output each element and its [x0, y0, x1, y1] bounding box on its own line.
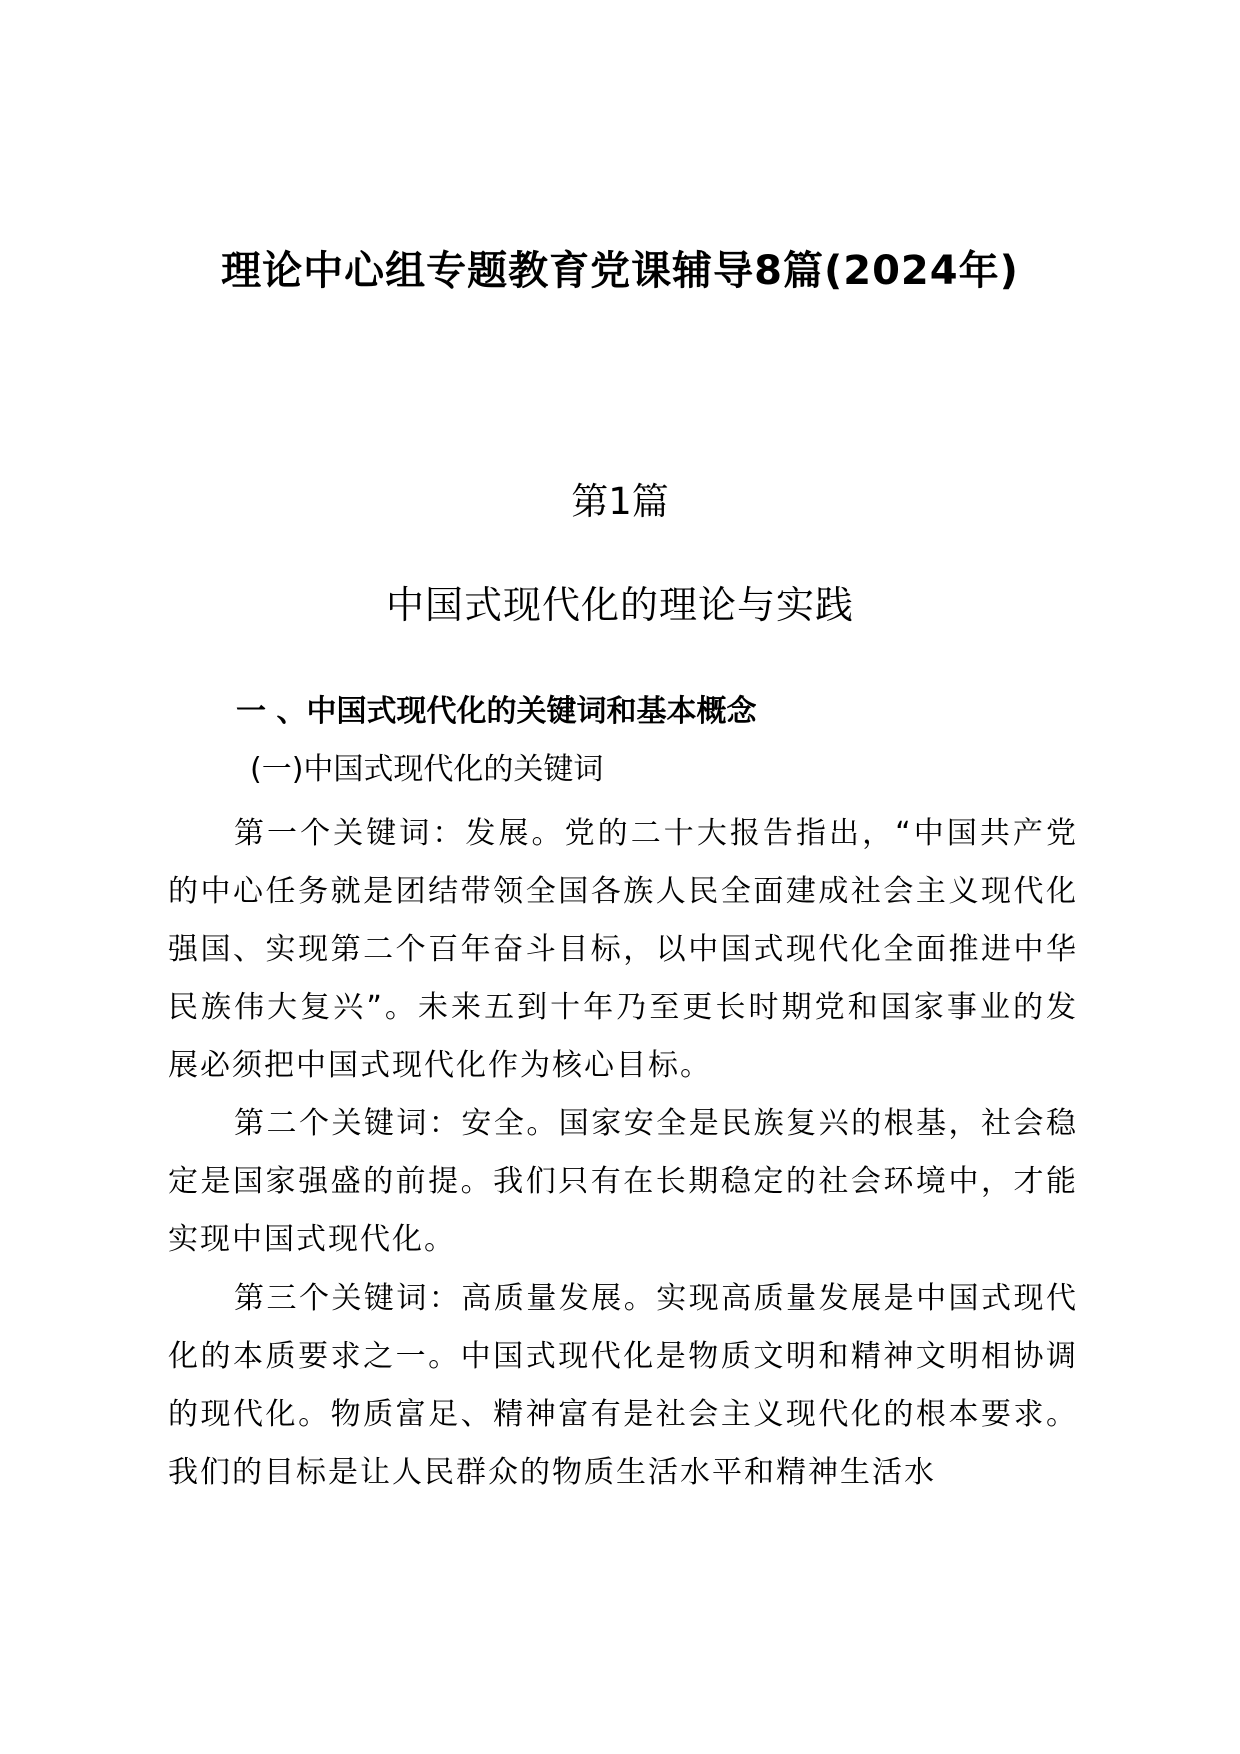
section-heading: 一 、中国式现代化的关键词和基本概念 — [236, 694, 757, 729]
subsection-heading: (一)中国式现代化的关键词 — [250, 752, 604, 787]
body-paragraph-2: 第二个关键词：安全。国家安全是民族复兴的根基，社会稳定是国家强盛的前提。我们只有在长期稳定的社会环境中，才能实现中国式现代化。 — [168, 1106, 1078, 1257]
part-title: 中国式现代化的理论与实践 — [385, 583, 854, 627]
part-number: 第1篇 — [571, 480, 669, 523]
body-paragraph-3: 第三个关键词：高质量发展。实现高质量发展是中国式现代化的本质要求之一。中国式现代化是物质文明和精神文明相协调的现代化。物质富足、精神富有是社会主义现代化的根本要求。我们的目标是让人民群众的物质生活水平和精神生活水 — [168, 1281, 1078, 1490]
body-paragraph-1: 第一个关键词：发展。党的二十大报告指出，“中国共产党的中心任务就是团结带领全国各族人民全面建成社会主义现代化强国、实现第二个百年奋斗目标，以中国式现代化全面推进中华民族伟大复兴”。未来五到十年乃至更长时期党和国家事业的发展必须把中国式现代化作为核心目标。 — [168, 816, 1078, 1083]
document-title: 理论中心组专题教育党课辅导8篇(2024年) — [221, 248, 1019, 294]
